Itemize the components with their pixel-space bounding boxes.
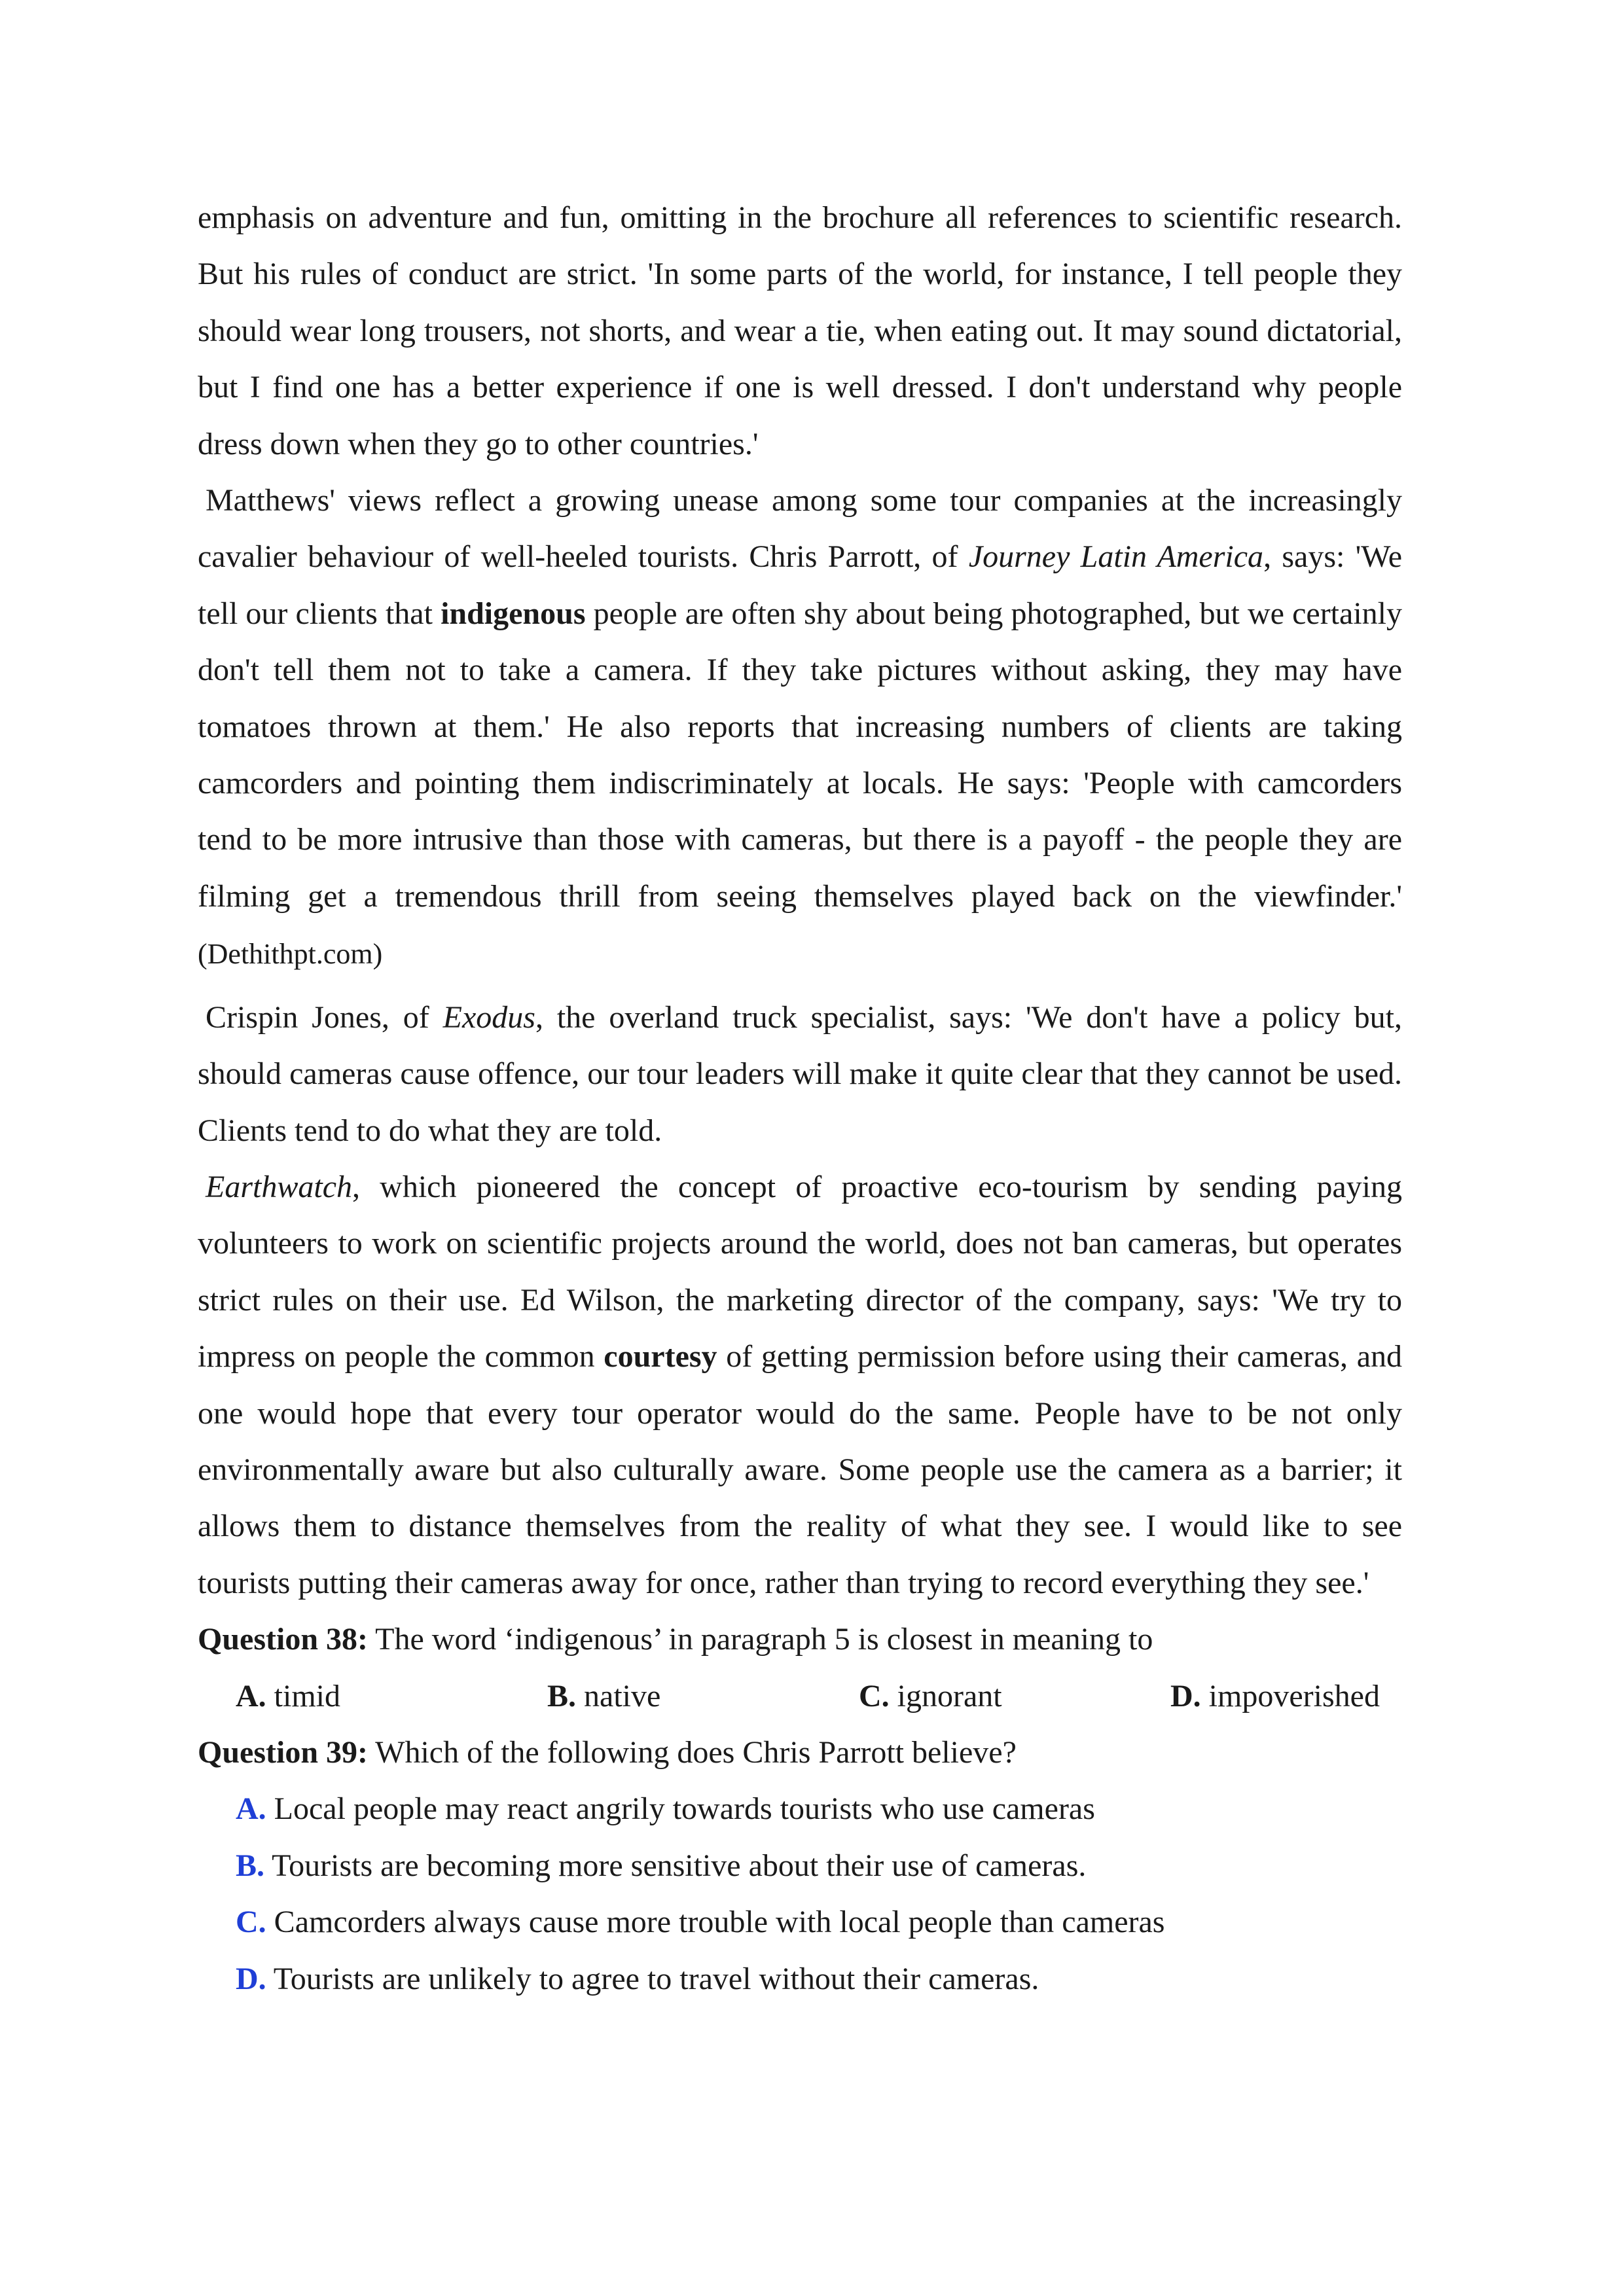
q38-option-b-text: native (576, 1678, 661, 1713)
keyword-courtesy: courtesy (604, 1339, 717, 1374)
q39-option-d[interactable] (198, 1951, 1402, 2007)
q38-option-c-text: ignorant (889, 1678, 1002, 1713)
document-page (198, 190, 1402, 2007)
paragraph-1: emphasis on adventure and fun, omitting in the brochure all references to scientific research. But his rules of conduct are strict. 'In some parts of the world, for instance, I tell people they should wear long trousers, not shorts, and wear a tie, when eating out. It may sound dictatorial, but I find one has a better experience if one is well dressed. I don't understand why people dress down when they go to other countries.' (198, 200, 1402, 461)
keyword-indigenous: indigenous (441, 596, 586, 631)
paragraph-4-text-a: , which pioneered the concept of proactive eco-tourism by sending paying volunteers to work on scientific projects around the world, does not ban cameras, but operates strict rules on their use. Ed Wilson, the marketing director of the company, says: 'We try to impress on people the common (198, 1169, 1402, 1374)
source-note: (Dethithpt.com) (198, 938, 383, 971)
question-39 (198, 1725, 1402, 1781)
q39-option-a-text: Local people may react angrily towards tourists who use cameras (266, 1791, 1095, 1827)
paragraph-2 (198, 473, 1402, 983)
q38-option-a[interactable] (236, 1668, 547, 1725)
q38-option-b[interactable] (547, 1668, 859, 1725)
q38-option-a-letter: A. (236, 1678, 266, 1713)
q39-option-c-letter: C. (236, 1905, 266, 1940)
company-name-exodus: Exodus (442, 999, 535, 1035)
paragraph-4 (198, 1159, 1402, 1611)
q38-option-b-letter: B. (547, 1678, 577, 1713)
q38-option-d[interactable] (1170, 1668, 1380, 1725)
q38-option-d-text: impoverished (1200, 1678, 1380, 1713)
q39-option-d-letter: D. (236, 1961, 266, 1996)
q38-option-c[interactable] (859, 1668, 1170, 1725)
question-39-label: Question 39: (198, 1734, 369, 1770)
q39-option-c[interactable] (198, 1894, 1402, 1950)
q39-option-b[interactable] (198, 1838, 1402, 1894)
paragraph-3 (198, 990, 1402, 1159)
q39-option-d-text: Tourists are unlikely to agree to travel without their cameras. (266, 1961, 1039, 1996)
q39-option-a-letter: A. (236, 1791, 266, 1827)
q38-option-c-letter: C. (859, 1678, 890, 1713)
q38-option-a-text: timid (266, 1678, 341, 1713)
q39-option-c-text: Camcorders always cause more trouble with local people than cameras (266, 1905, 1165, 1940)
company-name-journey-latin-america: Journey Latin America (968, 539, 1264, 575)
question-38-label: Question 38: (198, 1622, 369, 1657)
q39-option-a[interactable] (198, 1781, 1402, 1837)
question-38-options (198, 1668, 1402, 1725)
paragraph-3-text-a: Crispin Jones, of (206, 999, 443, 1035)
q39-option-b-text: Tourists are becoming more sensitive about their use of cameras. (264, 1848, 1087, 1883)
company-name-earthwatch: Earthwatch (206, 1169, 352, 1204)
paragraph-4-text-b: of getting permission before using their cameras, and one would hope that every tour operator would do the same. People have to be not only environmentally aware but also culturally aware. Some people use the camera as a barrier; it allows them to distance themselves from the reality of what they see. I would like to see tourists putting their cameras away for once, rather than trying to record everything they see.' (198, 1339, 1403, 1600)
paragraph-2-text-a: Matthews' views reflect a growing unease among some tour companies at the increasingly cavalier behaviour of well-heeled tourists. Chris Parrott, of (198, 483, 1402, 575)
question-39-text: Which of the following does Chris Parrott believe? (368, 1734, 1017, 1770)
q39-option-b-letter: B. (236, 1848, 265, 1883)
q38-option-d-letter: D. (1170, 1678, 1201, 1713)
paragraph-2-text-c: people are often shy about being photographed, but we certainly don't tell them not to take a camera. If they take pictures without asking, they may have tomatoes thrown at them.' He also reports that increasing numbers of clients are taking camcorders and pointing them indiscriminately at locals. He says: 'People with camcorders tend to be more intrusive than those with cameras, but there is a payoff - the people they are filming get a tremendous thrill from seeing themselves played back on the viewfinder.' (198, 596, 1402, 914)
question-38 (198, 1611, 1402, 1668)
paragraph-2-text-b: , says: 'We tell our clients that (198, 539, 1403, 631)
paragraph-3-text-b: , the overland truck specialist, says: 'We don't have a policy but, should cameras cause offence, our tour leaders will make it quite clear that they cannot be used. Clients tend to do what they are told. (198, 999, 1402, 1148)
question-38-text: The word ‘indigenous’ in paragraph 5 is closest in meaning to (368, 1622, 1153, 1657)
